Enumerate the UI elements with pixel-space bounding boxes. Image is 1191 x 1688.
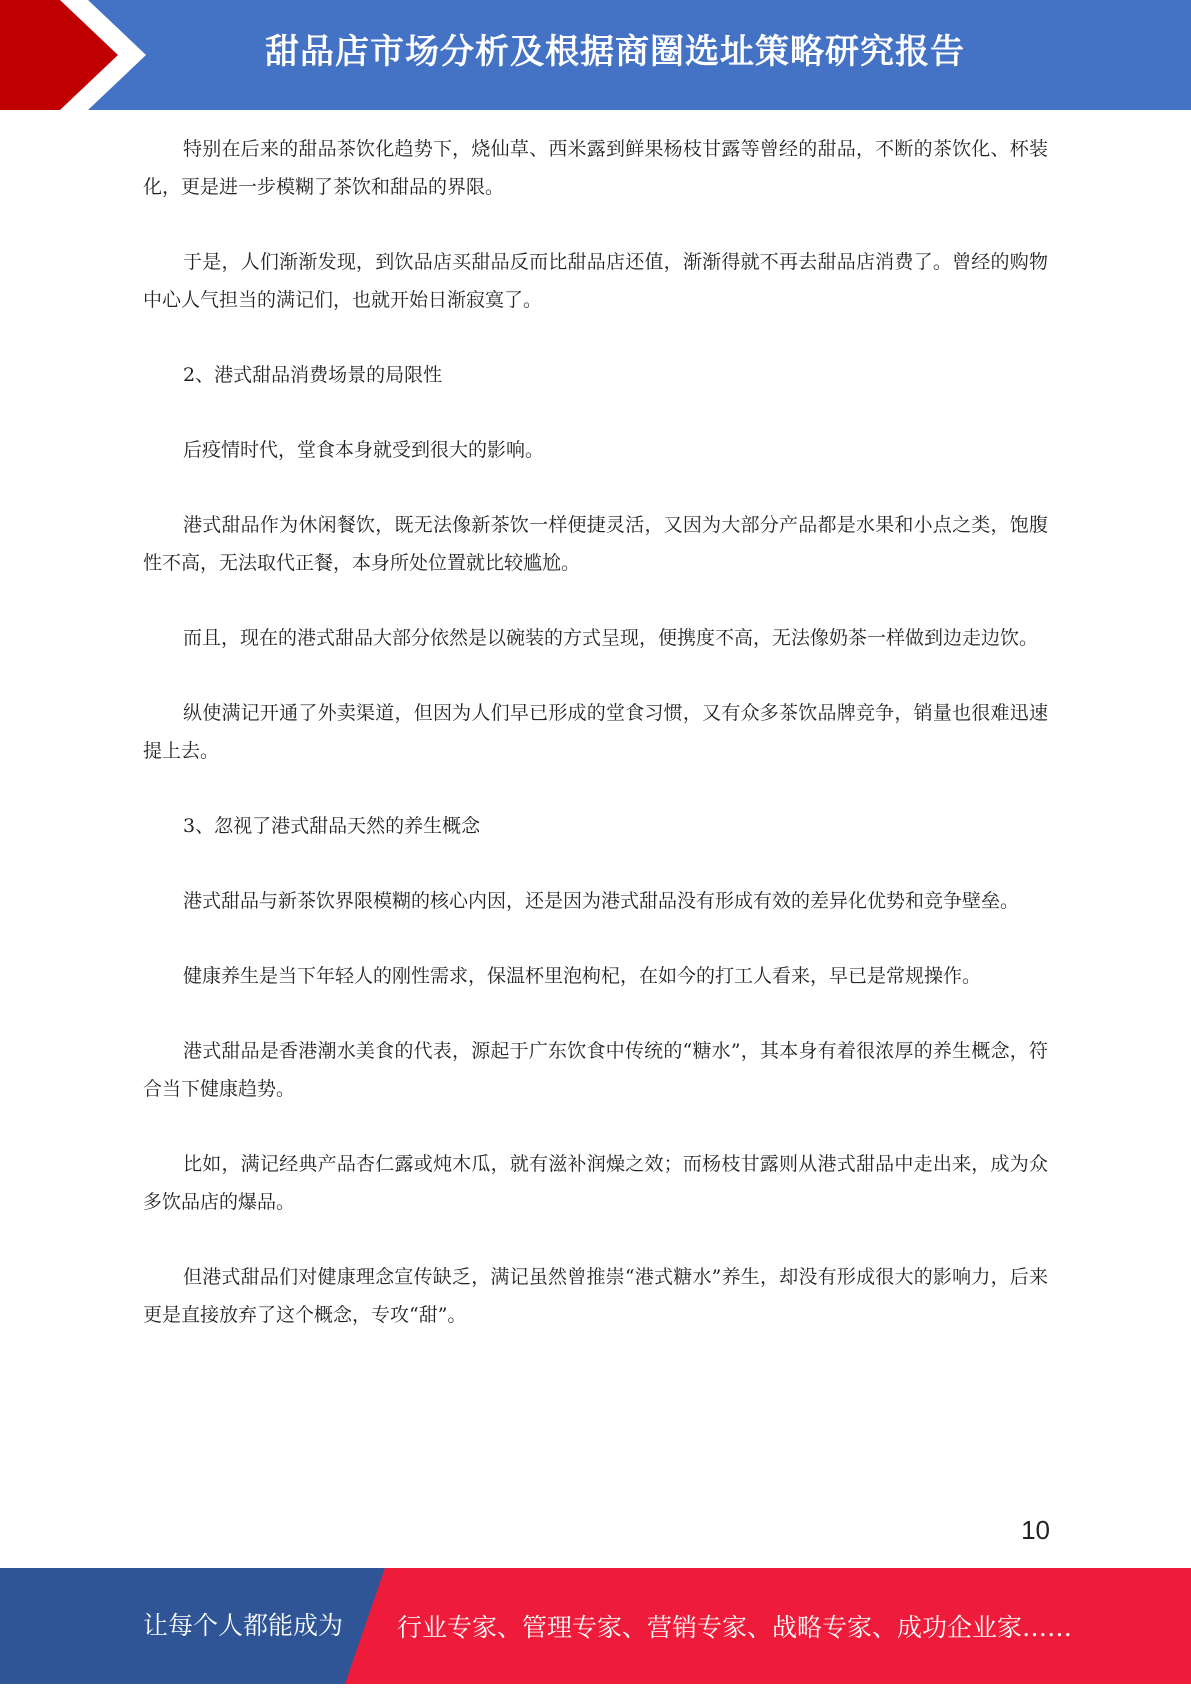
body-paragraph: 于是，人们渐渐发现，到饮品店买甜品反而比甜品店还值，渐渐得就不再去甜品店消费了。曾经的购物中心人气担当的满记们，也就开始日渐寂寞了。 — [143, 251, 1048, 311]
page-footer — [0, 1568, 1191, 1684]
section-heading: 2、港式甜品消费场景的局限性 — [183, 364, 443, 386]
body-paragraph: 港式甜品作为休闲餐饮，既无法像新茶饮一样便捷灵活，又因为大部分产品都是水果和小点之类，饱腹性不高，无法取代正餐，本身所处位置就比较尴尬。 — [143, 514, 1048, 574]
footer-roles: 行业专家、管理专家、营销专家、战略专家、成功企业家…… — [397, 1613, 1073, 1642]
body-paragraph: 后疫情时代，堂食本身就受到很大的影响。 — [183, 439, 545, 461]
section-heading: 3、忽视了港式甜品天然的养生概念 — [183, 815, 481, 837]
body-paragraph: 比如，满记经典产品杏仁露或炖木瓜，就有滋补润燥之效；而杨枝甘露则从港式甜品中走出来，成为众多饮品店的爆品。 — [143, 1153, 1048, 1213]
body-paragraph: 纵使满记开通了外卖渠道，但因为人们早已形成的堂食习惯，又有众多茶饮品牌竞争，销量也很难迅速提上去。 — [143, 702, 1048, 762]
page-header — [0, 0, 1191, 110]
report-title: 甜品店市场分析及根据商圈选址策略研究报告 — [265, 32, 965, 72]
body-paragraph: 但港式甜品们对健康理念宣传缺乏，满记虽然曾推崇“港式糖水”养生，却没有形成很大的影响力，后来更是直接放弃了这个概念，专攻“甜”。 — [143, 1266, 1048, 1326]
body-paragraph: 港式甜品与新茶饮界限模糊的核心内因，还是因为港式甜品没有形成有效的差异化优势和竞争壁垒。 — [183, 890, 1020, 912]
body-paragraph: 健康养生是当下年轻人的刚性需求，保温杯里泡枸杞，在如今的打工人看来，早已是常规操作。 — [183, 965, 982, 987]
body-paragraph: 特别在后来的甜品茶饮化趋势下，烧仙草、西米露到鲜果杨枝甘露等曾经的甜品，不断的茶饮化、杯装化，更是进一步模糊了茶饮和甜品的界限。 — [143, 138, 1048, 198]
body-paragraph: 港式甜品是香港潮水美食的代表，源起于广东饮食中传统的“糖水”，其本身有着很浓厚的养生概念，符合当下健康趋势。 — [143, 1040, 1048, 1100]
header-arrow-decoration — [0, 0, 160, 110]
page-number: 10 — [1021, 1515, 1050, 1545]
article-body — [143, 130, 1048, 1371]
body-paragraph: 而且，现在的港式甜品大部分依然是以碗装的方式呈现，便携度不高，无法像奶茶一样做到边走边饮。 — [183, 627, 1039, 649]
footer-slogan: 让每个人都能成为 — [143, 1611, 344, 1640]
